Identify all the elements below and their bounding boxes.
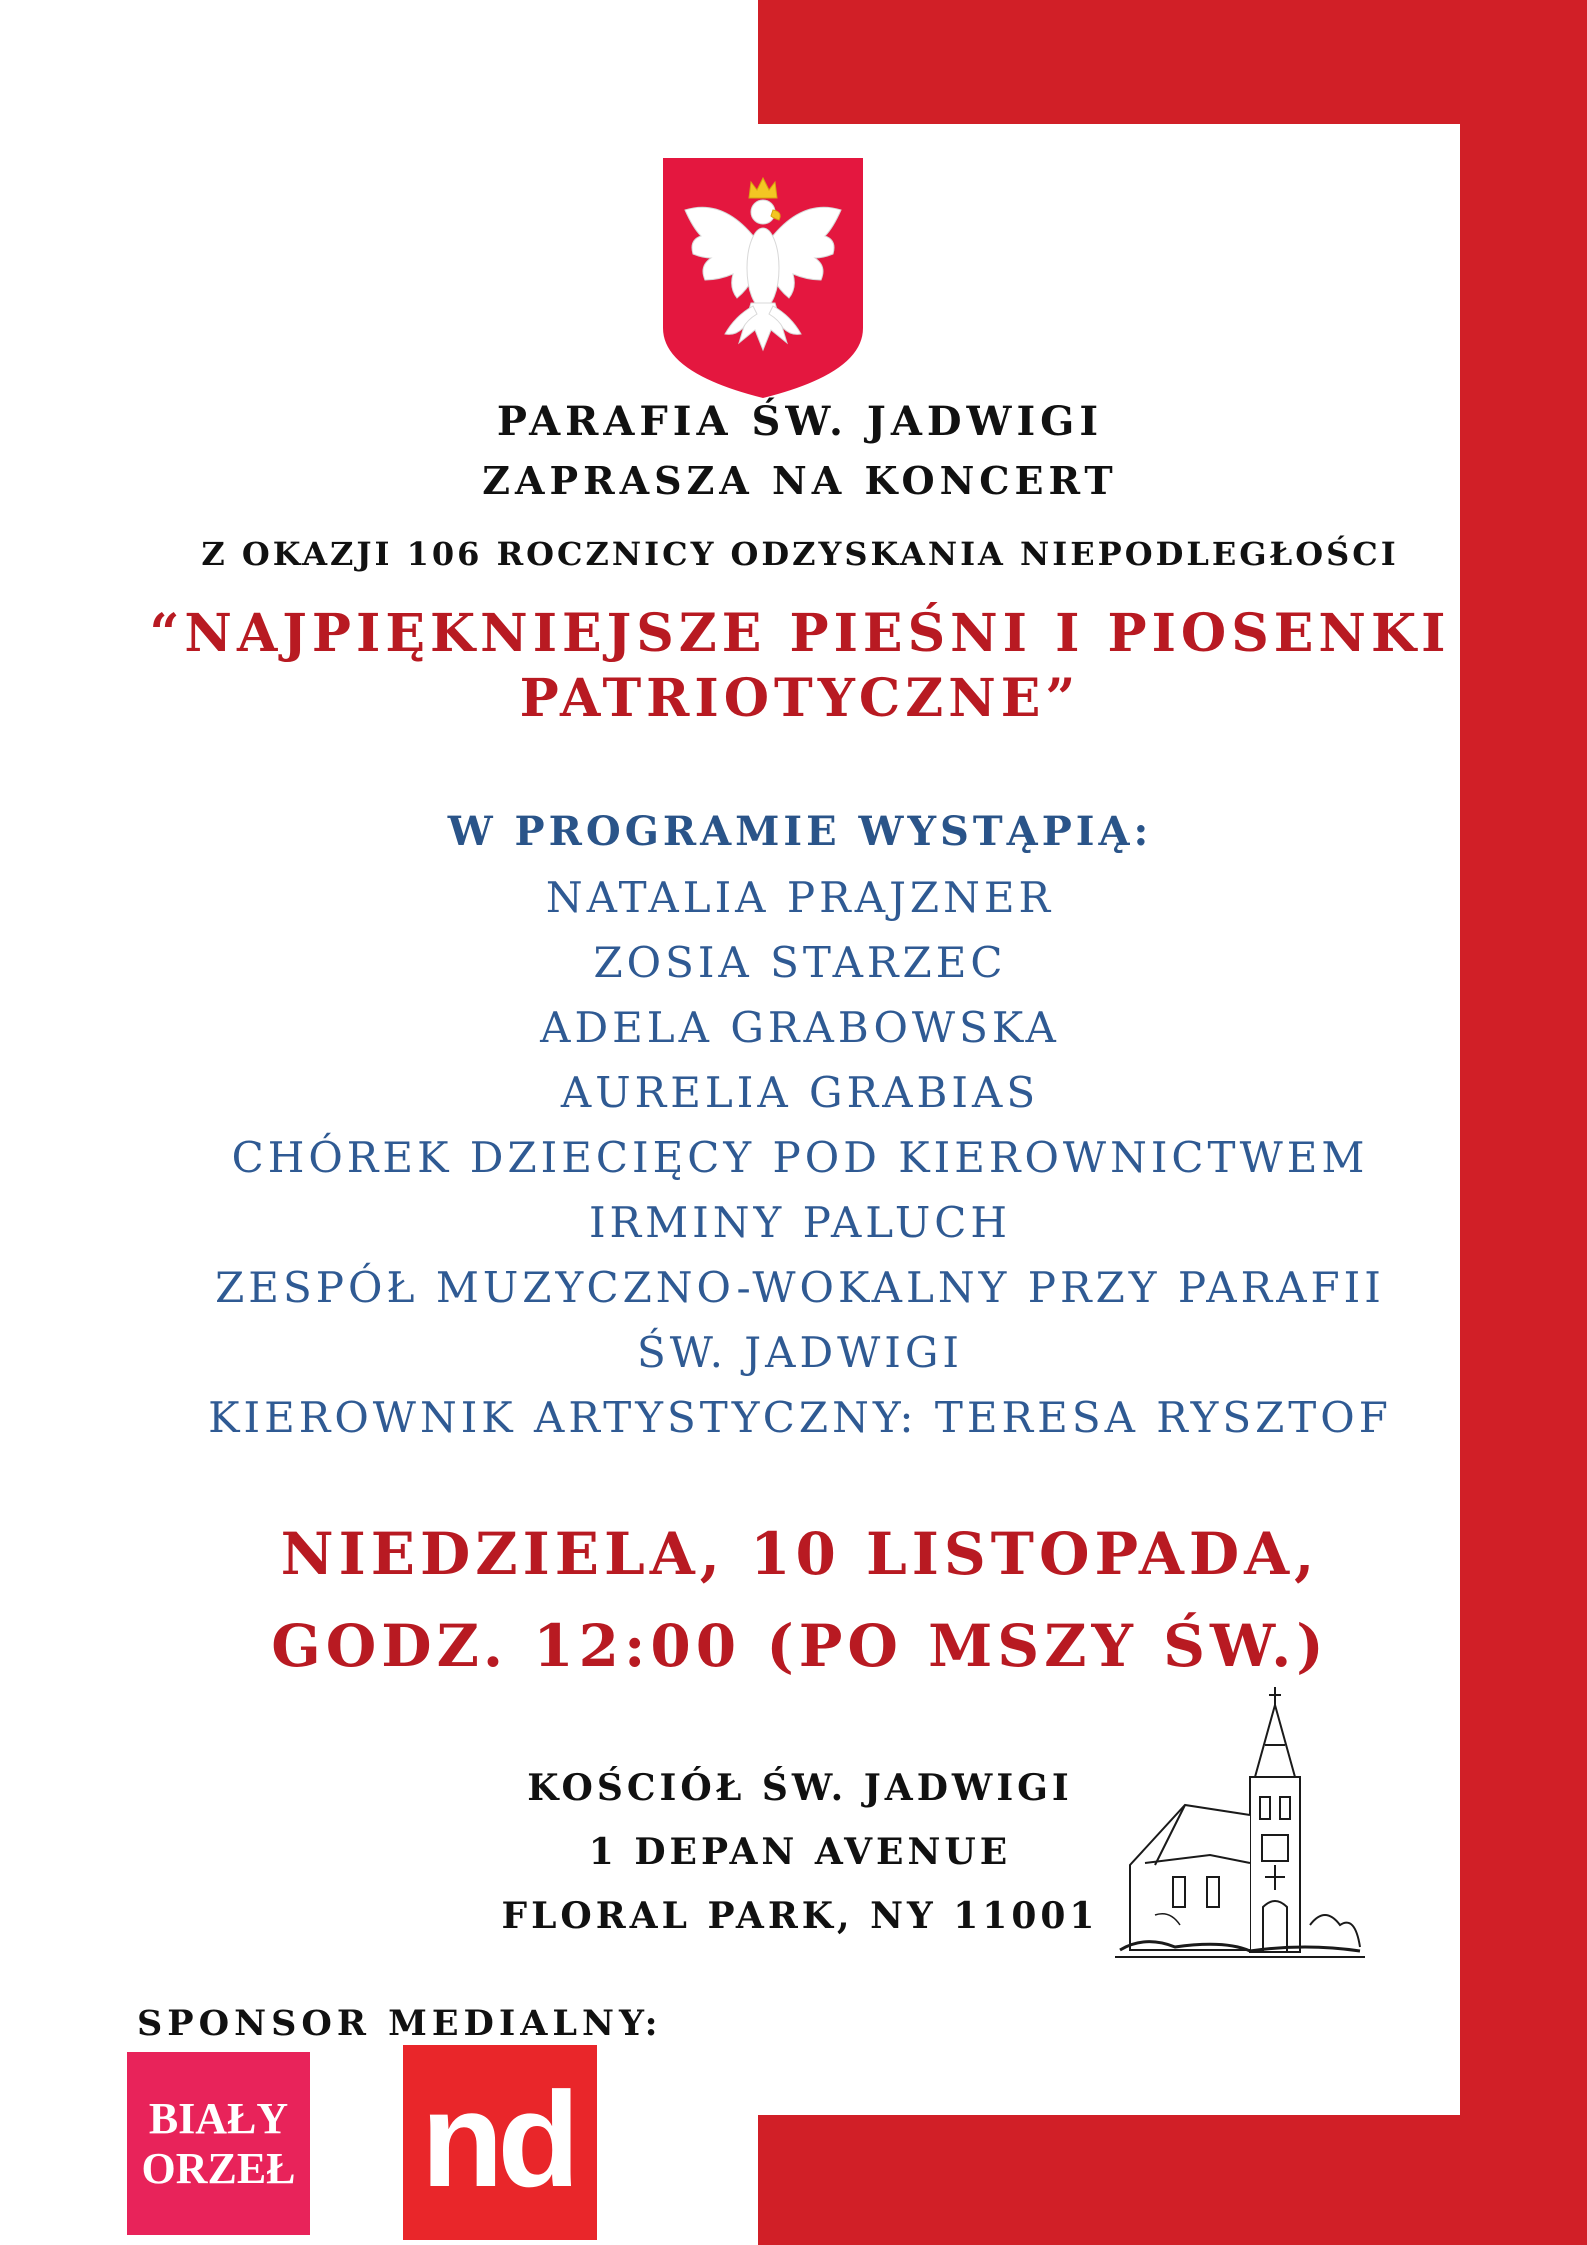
performer-1: NATALIA PRAJZNER [545,873,1055,922]
occasion-line: Z OKAZJI 106 ROCZNICY ODZYSKANIA NIEPODLEGŁOŚCI [201,535,1399,573]
sponsor-label: SPONSOR MEDIALNY: [137,2003,663,2044]
performer-3: ADELA GRABOWSKA [540,1003,1060,1052]
parish-name: PARAFIA ŚW. JADWIGI [496,398,1104,445]
performer-4: AURELIA GRABIAS [560,1068,1040,1117]
venue-name: KOŚCIÓŁ ŚW. JADWIGI [527,1767,1073,1809]
performer-7: ZESPÓŁ MUZYCZNO-WOKALNY PRZY PARAFII [215,1263,1385,1312]
bialy-orzel-logo-line-1: BIAŁY [148,2094,289,2143]
performer-5: CHÓREK DZIECIĘCY POD KIEROWNICTWEM [231,1133,1369,1182]
red-frame-bottom [758,2115,1587,2245]
white-eagle-crest-icon [663,158,863,398]
concert-invitation: ZAPRASZA NA KONCERT [482,458,1118,503]
venue-city: FLORAL PARK, NY 11001 [501,1895,1099,1937]
concert-title-line-1: “NAJPIĘKNIEJSZE PIEŚNI I PIOSENKI [149,603,1451,664]
event-date: NIEDZIELA, 10 LISTOPADA, [280,1520,1320,1588]
event-time: GODZ. 12:00 (PO MSZY ŚW.) [271,1612,1329,1680]
concert-title-line-2: PATRIOTYCZNE” [519,668,1081,729]
nd-logo [403,2045,597,2240]
venue-street: 1 DEPAN AVENUE [588,1831,1012,1873]
church-illustration-icon [1115,1685,1365,1965]
red-frame-top [758,0,1587,124]
bialy-orzel-logo-line-2: ORZEŁ [141,2144,296,2193]
performer-9: KIEROWNIK ARTYSTYCZNY: TERESA RYSZTOF [208,1393,1392,1442]
program-heading: W PROGRAMIE WYSTĄPIĄ: [447,808,1153,855]
performer-6: IRMINY PALUCH [588,1198,1012,1247]
nd-logo-text: nd [421,2064,574,2215]
performer-8: ŚW. JADWIGI [636,1328,964,1377]
performer-2: ZOSIA STARZEC [593,938,1007,987]
bialy-orzel-logo [127,2052,310,2235]
